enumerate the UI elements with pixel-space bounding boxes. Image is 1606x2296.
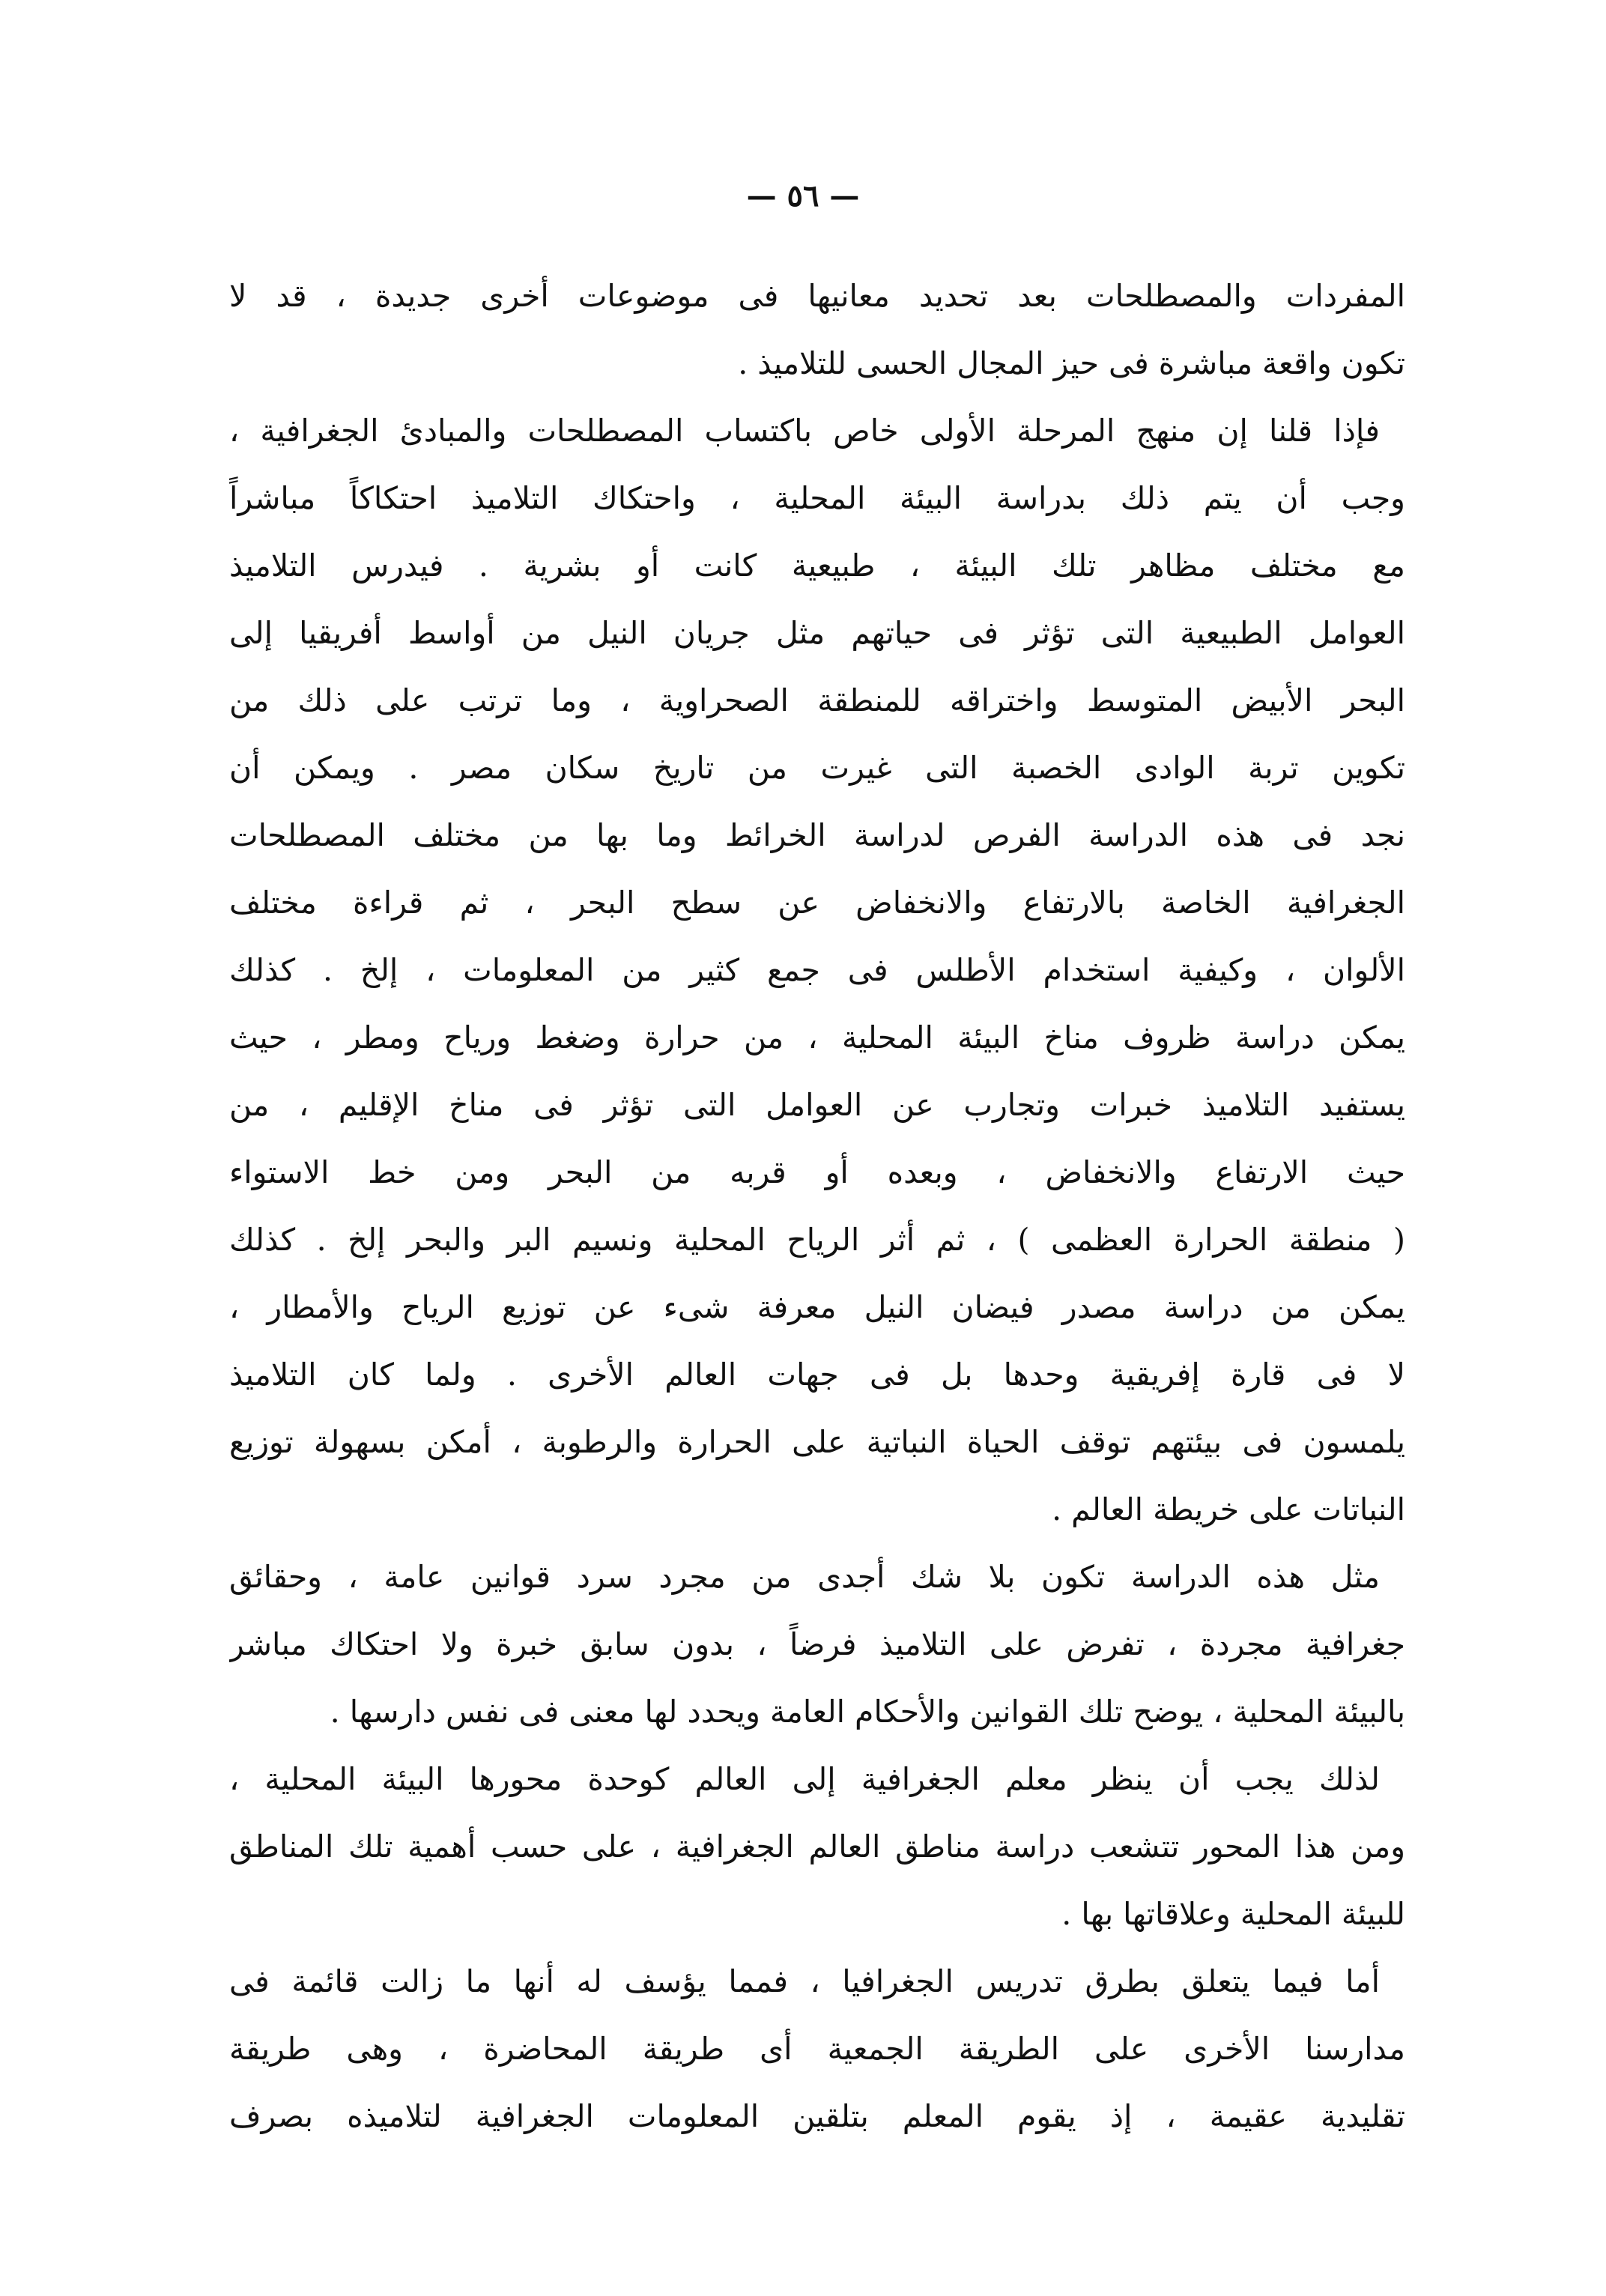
page-number: — ٥٦ — xyxy=(746,178,860,213)
text-line: ( منطقة الحرارة العظمى ) ، ثم أثر الرياح المحلية ونسيم البر والبحر إلخ . كذلك xyxy=(229,1222,1405,1258)
text-line: جغرافية مجردة ، تفرض على التلاميذ فرضاً ، بدون سابق خبرة ولا احتكاك مباشر xyxy=(229,1626,1405,1662)
text-line: الجغرافية الخاصة بالارتفاع والانخفاض عن سطح البحر ، ثم قراءة مختلف xyxy=(229,885,1405,921)
text-line: وجب أن يتم ذلك بدراسة البيئة المحلية ، واحتكاك التلاميذ احتكاكاً مباشراً xyxy=(229,480,1405,516)
text-line: تقليدية عقيمة ، إذ يقوم المعلم بتلقين المعلومات الجغرافية لتلاميذه بصرف xyxy=(229,2098,1405,2134)
text-line: مدارسنا الأخرى على الطريقة الجمعية أى طريقة المحاضرة ، وهى طريقة xyxy=(229,2031,1405,2067)
text-line: لا فى قارة إفريقية وحدها بل فى جهات العالم الأخرى . ولما كان التلاميذ xyxy=(229,1357,1405,1393)
text-line: فإذا قلنا إن منهج المرحلة الأولى خاص باكتساب المصطلحات والمبادئ الجغرافية ، xyxy=(229,413,1380,449)
text-line: مع مختلف مظاهر تلك البيئة ، طبيعية كانت أو بشرية . فيدرس التلاميذ xyxy=(229,548,1405,584)
text-line: تكون واقعة مباشرة فى حيز المجال الحسى للتلاميذ . xyxy=(738,345,1405,381)
text-line: العوامل الطبيعية التى تؤثر فى حياتهم مثل جريان النيل من أواسط أفريقيا إلى xyxy=(229,615,1405,651)
text-line: لذلك يجب أن ينظر معلم الجغرافية إلى العالم كوحدة محورها البيئة المحلية ، xyxy=(229,1761,1380,1797)
text-line: حيث الارتفاع والانخفاض ، وبعده أو قربه من البحر ومن خط الاستواء xyxy=(229,1154,1405,1190)
body-text xyxy=(229,262,1405,2150)
text-line: النباتات على خريطة العالم . xyxy=(1052,1491,1405,1527)
text-line: الألوان ، وكيفية استخدام الأطلس فى جمع كثير من المعلومات ، إلخ . كذلك xyxy=(229,952,1405,988)
text-line: يمكن دراسة ظروف مناخ البيئة المحلية ، من حرارة وضغط ورياح ومطر ، حيث xyxy=(229,1020,1405,1055)
text-line: بالبيئة المحلية ، يوضح تلك القوانين والأحكام العامة ويحدد لها معنى فى نفس دارسها . xyxy=(330,1694,1405,1730)
text-line: تكوين تربة الوادى الخصبة التى غيرت من تاريخ سكان مصر . ويمكن أن xyxy=(229,750,1405,786)
text-line: نجد فى هذه الدراسة الفرص لدراسة الخرائط وما بها من مختلف المصطلحات xyxy=(229,817,1405,853)
text-line: البحر الأبيض المتوسط واختراقه للمنطقة الصحراوية ، وما ترتب على ذلك من xyxy=(229,682,1405,718)
text-line: للبيئة المحلية وعلاقاتها بها . xyxy=(1061,1896,1405,1932)
text-line: يمكن من دراسة مصدر فيضان النيل معرفة شىء عن توزيع الرياح والأمطار ، xyxy=(229,1289,1405,1325)
text-line: ومن هذا المحور تتشعب دراسة مناطق العالم الجغرافية ، على حسب أهمية تلك المناطق xyxy=(229,1829,1405,1865)
text-line: المفردات والمصطلحات بعد تحديد معانيها فى موضوعات أخرى جديدة ، قد لا xyxy=(229,278,1405,314)
text-line: يستفيد التلاميذ خبرات وتجارب عن العوامل التى تؤثر فى مناخ الإقليم ، من xyxy=(229,1087,1405,1123)
text-line: يلمسون فى بيئتهم توقف الحياة النباتية على الحرارة والرطوبة ، أمكن بسهولة توزيع xyxy=(229,1424,1405,1460)
text-line: أما فيما يتعلق بطرق تدريس الجغرافيا ، فمما يؤسف له أنها ما زالت قائمة فى xyxy=(229,1963,1380,1999)
text-line: مثل هذه الدراسة تكون بلا شك أجدى من مجرد سرد قوانين عامة ، وحقائق xyxy=(229,1559,1380,1595)
